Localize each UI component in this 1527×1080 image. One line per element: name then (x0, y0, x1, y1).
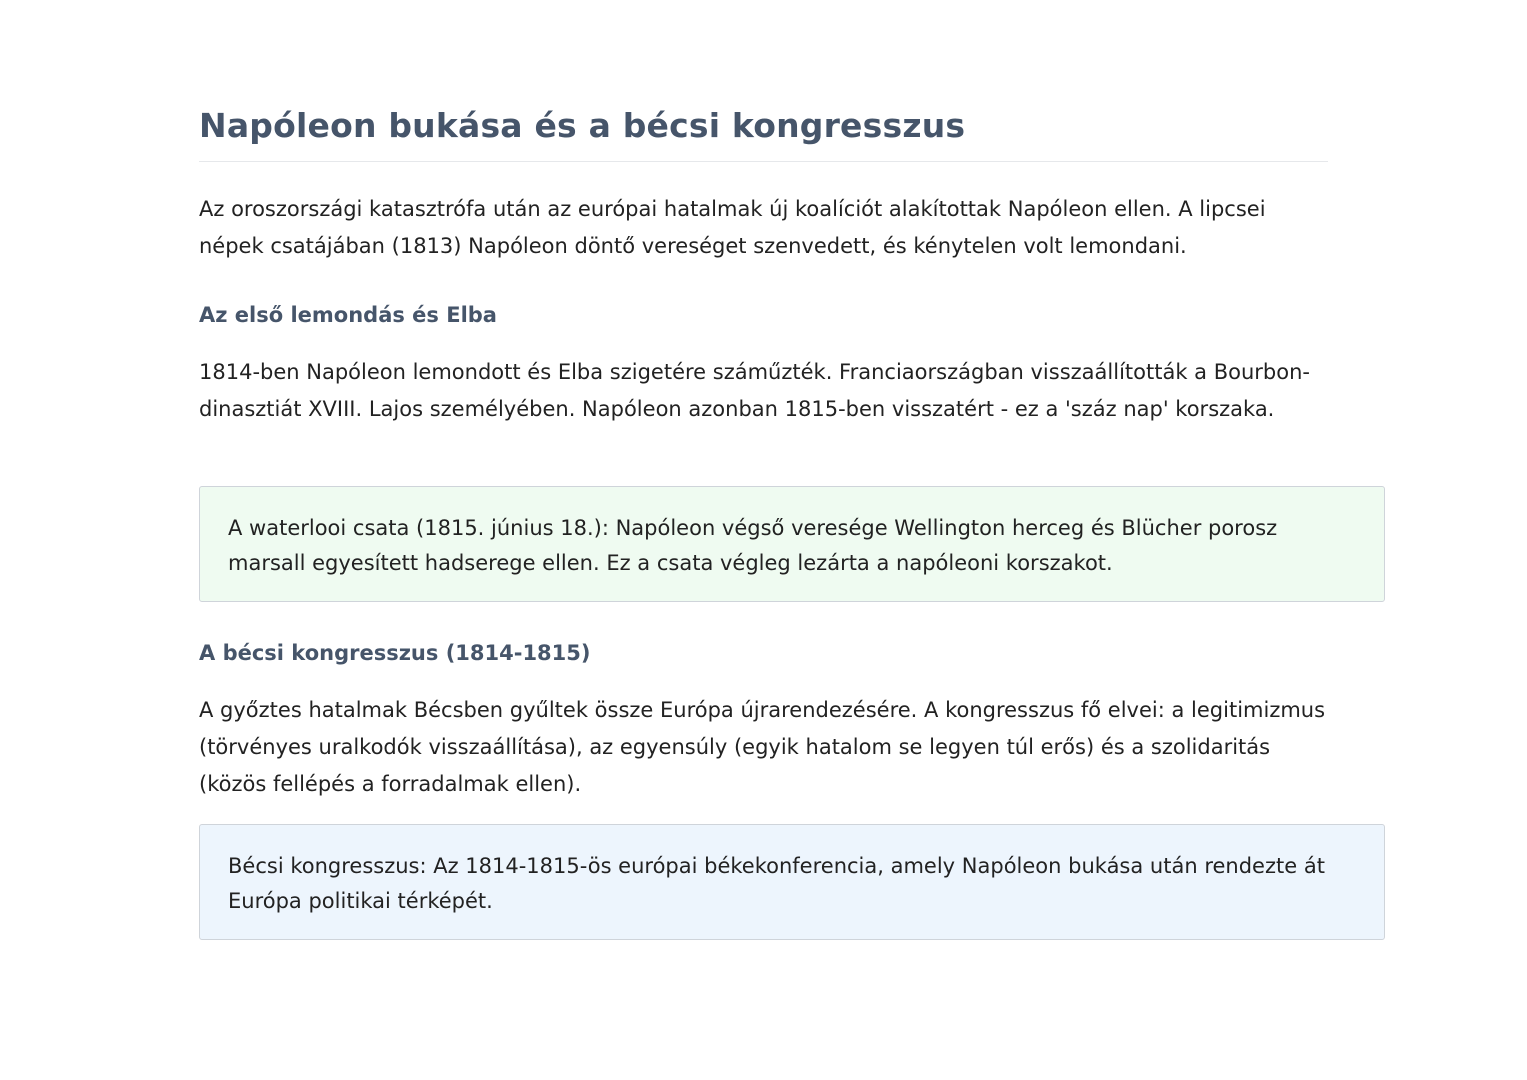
vienna-congress-paragraph: A győztes hatalmak Bécsben gyűltek össze Európa újrarendezésére. A kongresszus fő elvei: a legitimizmus (törvényes uralkodók visszaállítása), az egyensúly (egyik hatalom se legyen túl erős) és a szolidaritás (közös fellépés a forradalmak ellen). (199, 698, 1326, 796)
intro-paragraph: Az oroszországi katasztrófa után az európai hatalmak új koalíciót alakítottak Napóleon ellen. A lipcsei népek csatájában (1813) Napóleon döntő vereséget szenvedett, és kénytelen volt lemondani. (199, 197, 1266, 258)
title-divider (199, 161, 1328, 162)
first-abdication-paragraph: 1814-ben Napóleon lemondott és Elba szigetére száműzték. Franciaországban visszaállították a Bourbon-dinasztiát XVIII. Lajos személyében. Napóleon azonban 1815-ben visszatért - ez a 'száz nap' korszaka. (199, 360, 1310, 421)
section-heading-first-abdication: Az első lemondás és Elba (199, 303, 497, 327)
waterloo-callout-text: A waterlooi csata (1815. június 18.): Napóleon végső veresége Wellington herceg és Blücher porosz marsall egyesített hadserege ellen. Ez a csata végleg lezárta a napóleoni korszakot. (228, 516, 1278, 575)
vienna-definition-callout (199, 824, 1385, 940)
page-title: Napóleon bukása és a bécsi kongresszus (199, 106, 966, 145)
waterloo-callout (199, 486, 1385, 602)
section-heading-vienna-congress: A bécsi kongresszus (1814-1815) (199, 641, 591, 665)
vienna-definition-text: Bécsi kongresszus: Az 1814-1815-ös európai békekonferencia, amely Napóleon bukása után rendezte át Európa politikai térképét. (228, 854, 1325, 913)
